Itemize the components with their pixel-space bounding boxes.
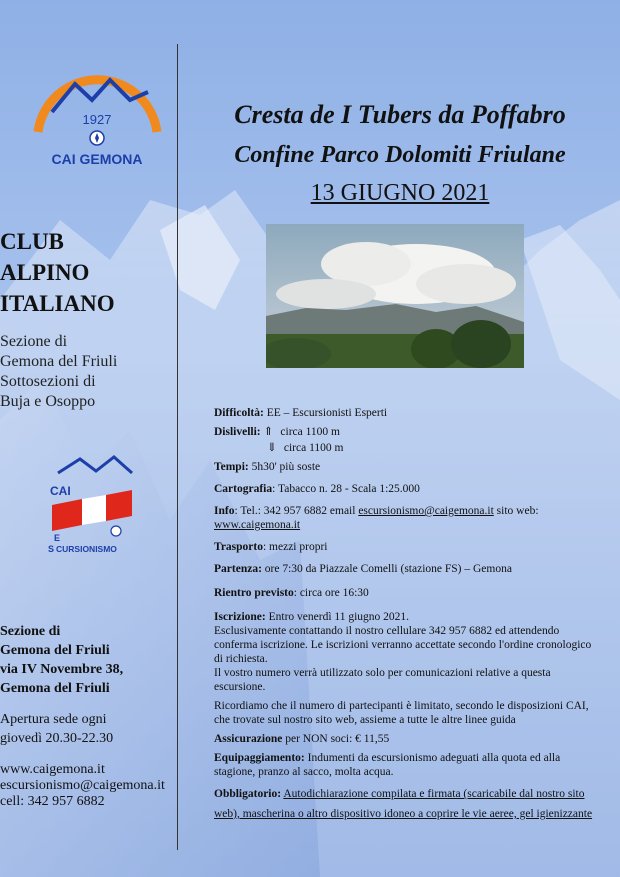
cai-gemona-logo [30,62,165,180]
event-details [214,406,594,829]
down-arrow-icon: ⇓ [267,442,277,454]
up-arrow-icon: ⇑ [263,426,274,438]
logo-s: S [48,544,55,554]
map-row: Cartografia: Tabacco n. 28 - Scala 1:25.000 [214,483,420,495]
event-date: 13 GIUGNO 2021 [310,180,490,206]
registration-note: Il vostro numero verrà utilizzato solo per comunicazioni relative a questa escursione. [214,667,551,693]
departure-row: Partenza: ore 7:30 da Piazzale Comelli (stazione FS) – Gemona [214,563,512,575]
email-text: escursionismo@caigemona.it [0,778,165,793]
transport-row: Trasporto: mezzi propri [214,541,328,553]
time-row: Tempi: 5h30' più soste [214,461,321,473]
logo-year: 1927 [82,112,112,127]
difficulty-row: Difficoltà: EE – Escursionisti Esperti [214,407,388,419]
email-link[interactable]: escursionismo@caigemona.it [358,505,494,517]
event-title: Cresta de I Tubers da Poffabro [234,100,566,129]
website-text: www.caigemona.it [0,762,105,777]
registration-row: Iscrizione: Entro venerdì 11 giugno 2021. [214,611,410,623]
contacts-block [0,762,177,810]
elevation-down-row: ⇓ circa 1100 m [267,442,344,454]
logo-name: CAI GEMONA [51,151,143,167]
info-row: Info: Tel.: 342 957 6882 email escursionismo@caigemona.it sito web: www.caigemona.it [214,505,539,531]
logo-e: E [54,533,61,543]
logo-text: CURSIONISMO [56,544,117,554]
logo-cai: CAI [50,484,71,498]
event-subtitle: Confine Parco Dolomiti Friulane [234,142,566,168]
opening-hours: Apertura sede ogni giovedì 20.30-22.30 [0,712,114,746]
club-title: CLUB ALPINO ITALIANO [0,229,115,316]
mandatory-link[interactable]: Autodichiarazione compilata e firmata (scaricabile dal nostro sito web), mascherina o altro dispositivo idoneo a coprire le vie aeree, gel igienizzante [214,788,593,820]
section-info: Sezione di Gemona del Friuli Sottosezioni di Buja e Osoppo [0,333,118,410]
registration-text: Esclusivamente contattando il nostro cellulare 342 957 6882 ed attendendo conferma iscrizione. Le iscrizioni verranno accettate secondo l'ordine cronologico di richiesta. [214,625,592,665]
equipment-row: Equipaggiamento: Indumenti da escursionismo adeguati alla quota ed alla stagione, pranzo al sacco, molta acqua. [214,752,561,778]
mandatory-row: Obbligatorio: Autodichiarazione compilata e firmata (scaricabile dal nostro sito web), mascherina o altro dispositivo idoneo a coprire le vie aeree, gel igienizzante [214,788,593,820]
insurance-row: Assicurazione per NON soci: € 11,55 [214,733,390,745]
phone-text: cell: 342 957 6882 [0,794,105,809]
return-row: Rientro previsto: circa ore 16:30 [214,587,369,599]
column-divider [177,44,178,850]
address-block: Sezione di Gemona del Friuli via IV Novembre 38, Gemona del Friuli [0,624,124,696]
cai-escursionismo-logo [44,455,144,555]
landscape-photo [266,224,524,368]
elevation-row: Dislivelli: ⇑ circa 1100 m [214,426,340,438]
website-link[interactable]: www.caigemona.it [214,519,301,531]
reminder-text: Ricordiamo che il numero di partecipanti è limitato, secondo le disposizioni CAI, che trovate sul nostro sito web, assieme a tutte le altre linee guida [214,700,589,726]
